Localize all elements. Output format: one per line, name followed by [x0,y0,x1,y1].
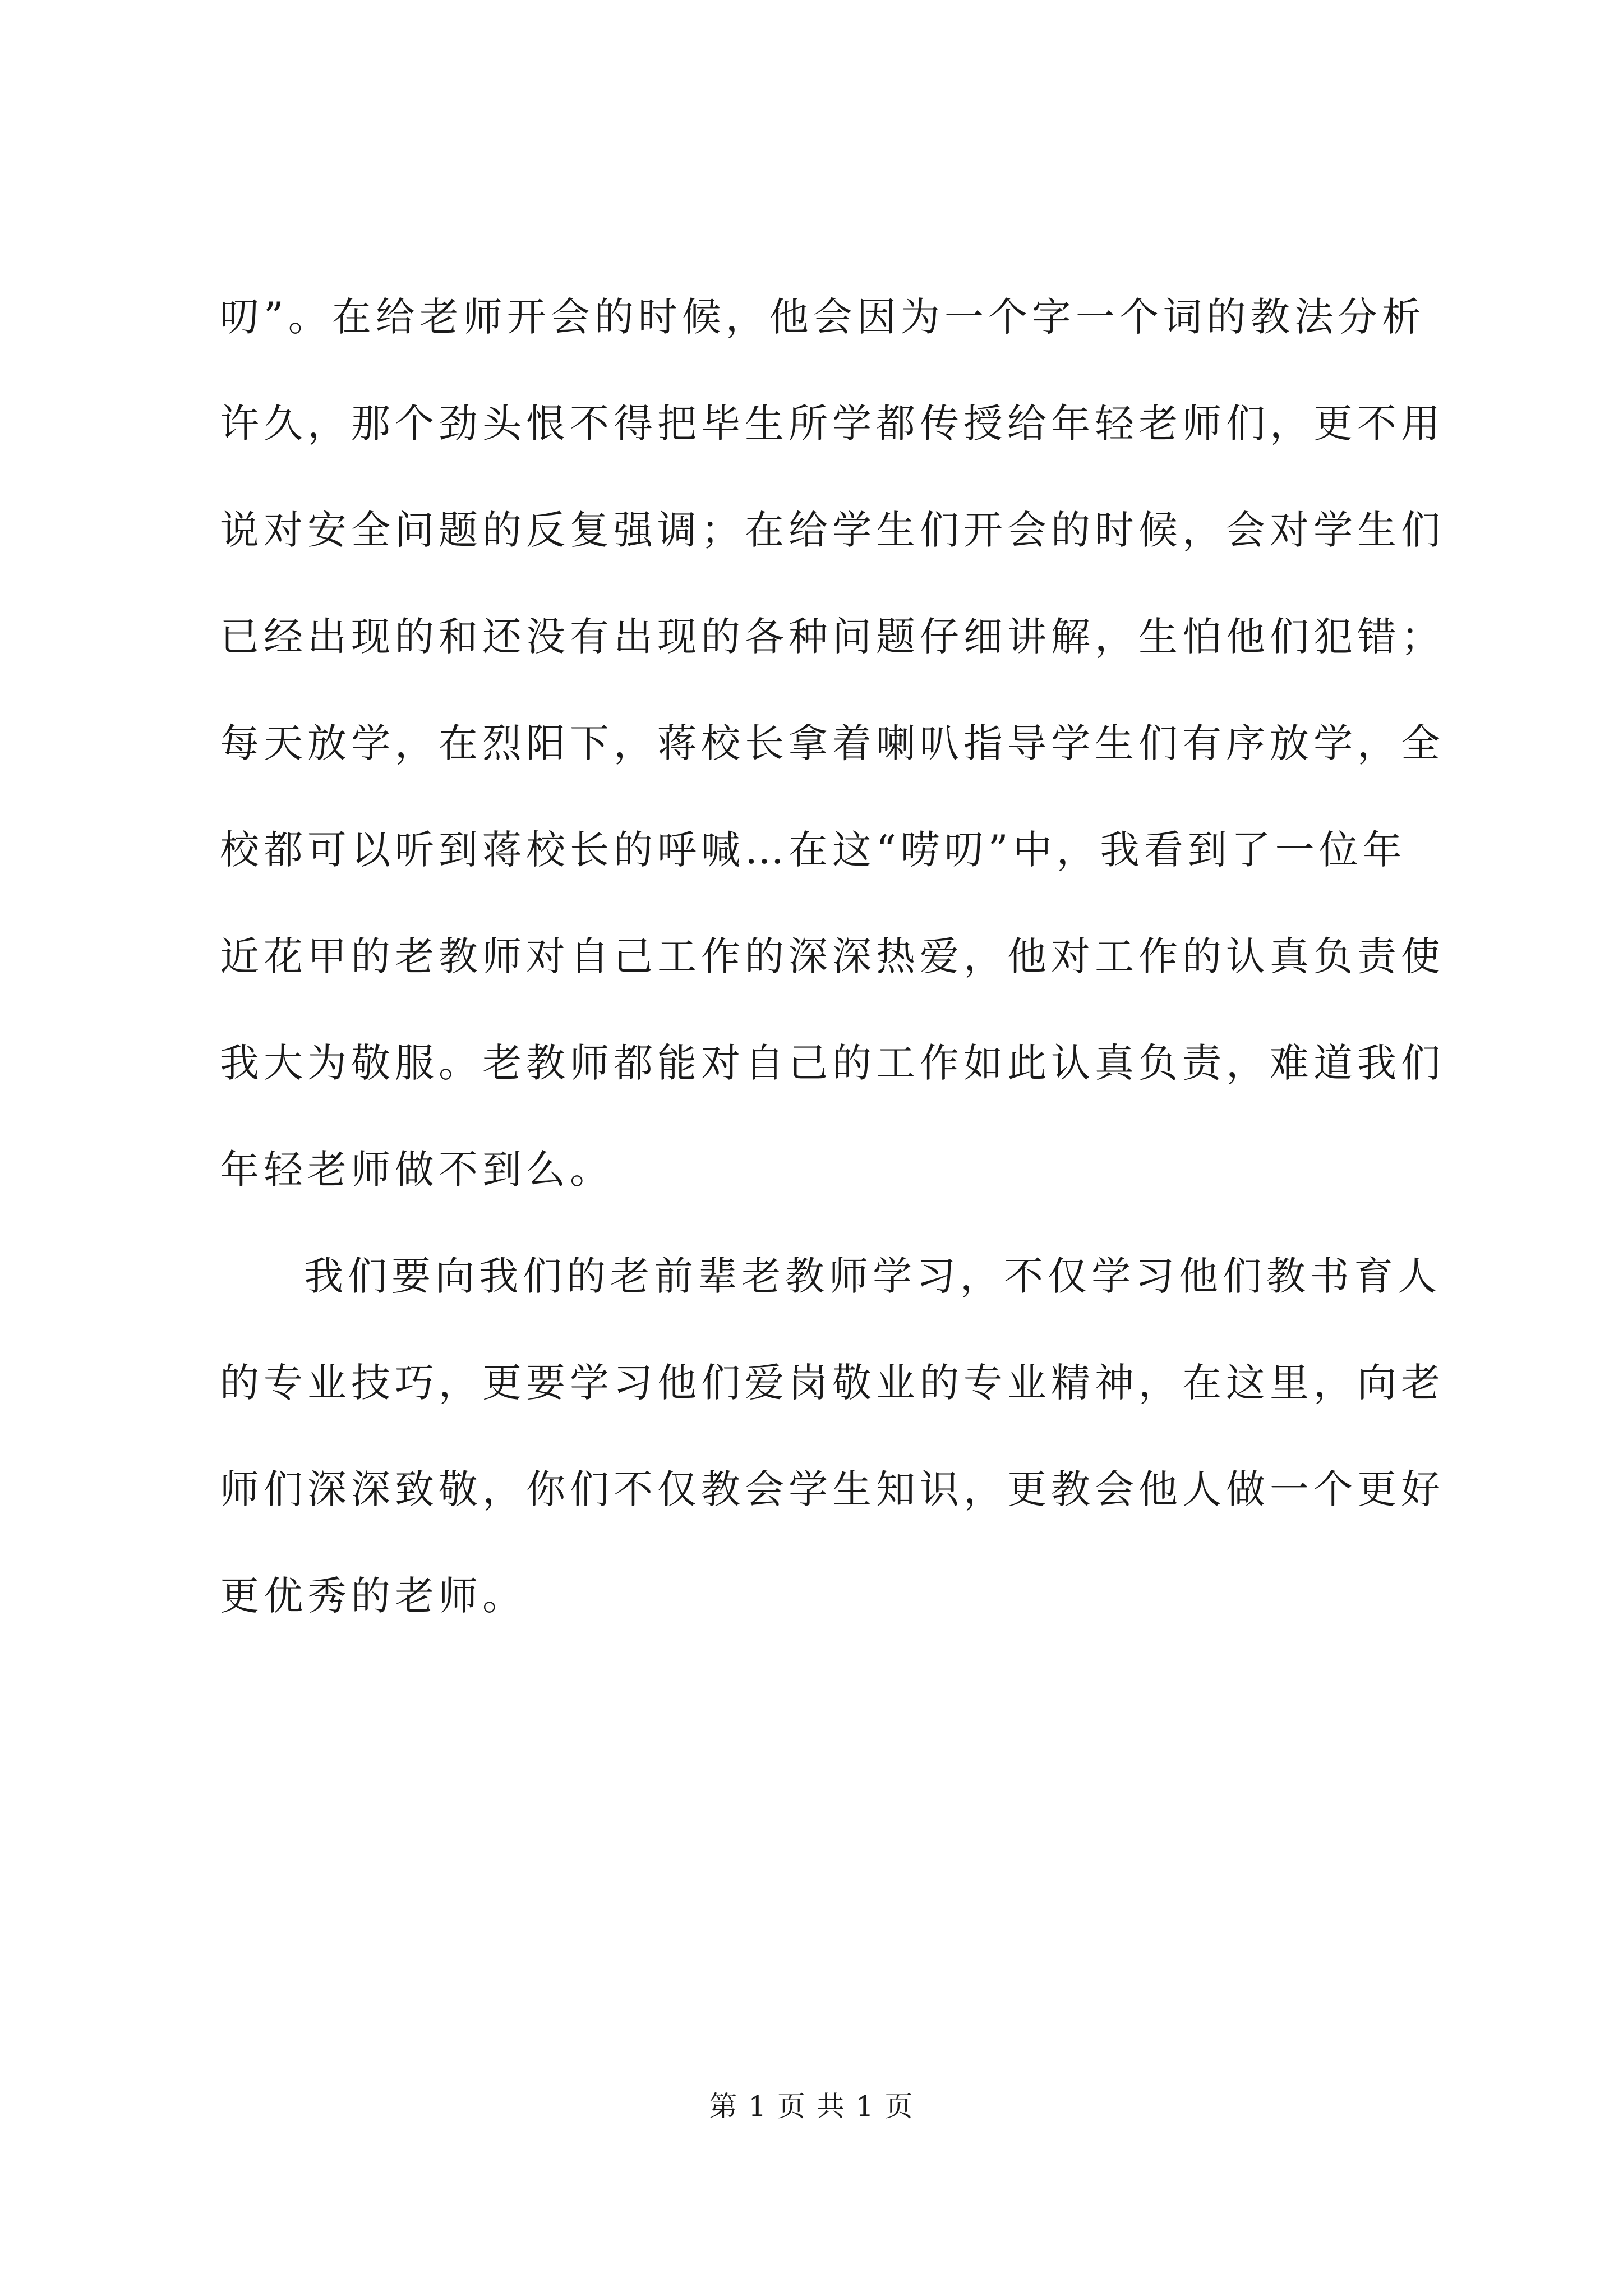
paragraph-1-line-4: 已经出现的和还没有出现的各种问题仔细讲解，生怕他们犯错； [220,614,1445,660]
paragraph-1-line-1: 叨”。在给老师开会的时候，他会因为一个字一个词的教法分析 [220,294,1426,340]
paragraph-2-line-4: 更优秀的老师。 [220,1573,526,1619]
paragraph-1-line-2: 许久，那个劲头恨不得把毕生所学都传授给年轻老师们，更不用 [220,401,1445,447]
paragraph-2-line-2: 的专业技巧，更要学习他们爱岗敬业的专业精神，在这里，向老 [220,1360,1445,1406]
paragraph-1-line-8: 我大为敬服。老教师都能对自己的工作如此认真负责，难道我们 [220,1040,1445,1086]
paragraph-1-line-7: 近花甲的老教师对自己工作的深深热爱，他对工作的认真负责使 [220,933,1445,979]
paragraph-1-line-5: 每天放学，在烈阳下，蒋校长拿着喇叭指导学生们有序放学，全 [220,720,1445,766]
paragraph-1-line-3: 说对安全问题的反复强调；在给学生们开会的时候，会对学生们 [220,507,1445,553]
paragraph-1-line-6: 校都可以听到蒋校长的呼喊…在这“唠叨”中，我看到了一位年 [220,827,1407,873]
paragraph-2-line-3: 师们深深致敬，你们不仅教会学生知识，更教会他人做一个更好 [220,1466,1445,1512]
document-body [220,264,1445,1649]
paragraph-2-line-1: 我们要向我们的老前辈老教师学习，不仅学习他们教书育人 [304,1253,1441,1299]
paragraph-1-line-9: 年轻老师做不到么。 [220,1147,614,1193]
page-footer: 第 1 页 共 1 页 [709,2090,914,2123]
